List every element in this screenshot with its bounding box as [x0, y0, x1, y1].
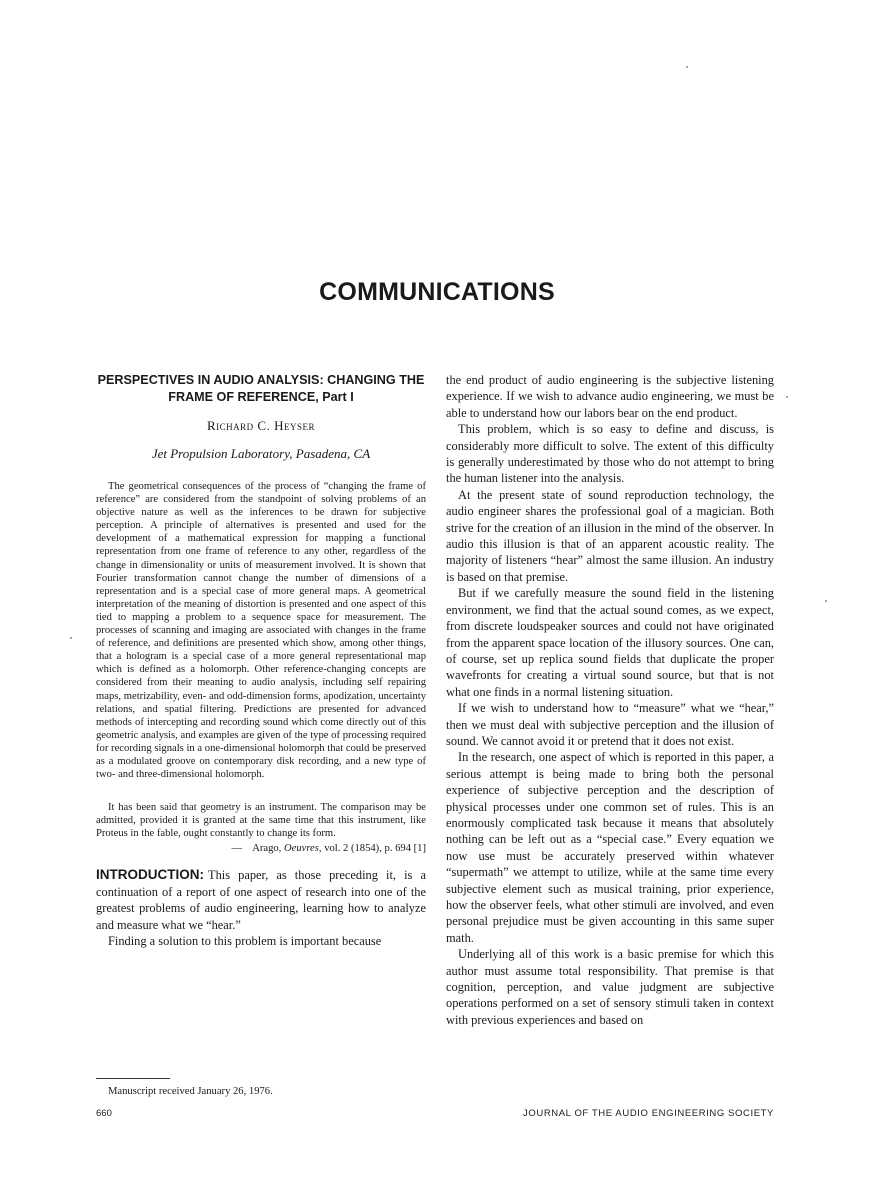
- body-paragraph: Underlying all of this work is a basic premise for which this author must assume total responsibility. That premise is that cognition, perception, and value judgment are subjective operations performed on a set of sensory stimuli taken in context with previous experiences and based on: [446, 947, 774, 1027]
- footnote-divider: [96, 1078, 170, 1079]
- journal-name: JOURNAL OF THE AUDIO ENGINEERING SOCIETY: [523, 1108, 774, 1119]
- article-abstract: The geometrical consequences of the process of “changing the frame of reference” are considered from the standpoint of solving problems of an objective nature as well as the inferences to be drawn for subjective perception. A principle of alternatives is presented and used for the development of a mathematical expression for mapping a functional representation from one frame of reference to any other, regardless of the change in dimensionality or units of measurement involved. It is shown that Fourier transformation cannot change the number of dimensions of a representation and is a special case of more general maps. A geometrical interpretation of the meaning of distortion is presented and one aspect of this tied to mapping a problem to a sequence space for measurement. The processes of scanning and imaging are associated with changes in the frame of reference, and definitions are presented which show, among other things, that a hologram is a special case of a more general representational map which is defined as a holomorph. Other reference-changing concepts are considered from their meaning to audio analysis, including self repairing maps, metrizability, even- and odd-dimension forms, apodization, uncertainty relations, and spatial filtering. Predictions are presented for advanced methods of intercepting and recording sound which come directly out of this geometric analysis, and examples are given of the type of processing required for recording signals in a one-dimensional holomorph that could be preserved as a modulated groove on contemporary disk recording, and a new type of two- and three-dimensional holomorph.: [96, 481, 426, 781]
- body-paragraph: the end product of audio engineering is the subjective listening experience. If we wish to advance audio engineering, we must be able to understand how our labors bear on the end product.: [446, 373, 774, 420]
- scan-speck: [825, 600, 827, 602]
- article-title: PERSPECTIVES IN AUDIO ANALYSIS: CHANGING THE FRAME OF REFERENCE, Part I: [97, 373, 425, 404]
- scan-speck: [786, 396, 788, 398]
- left-column: [96, 372, 426, 949]
- page-number: 660: [96, 1108, 112, 1119]
- body-paragraph: But if we carefully measure the sound field in the listening environment, we find that the actual sound comes, as we expect, from discrete loudspeaker sources and could not have originated from the apparent space location of the illusory sources. One can, of course, set up replica sound fields that duplicate the proper wavefronts for creating a virtual sound source, but that is not what one finds in a normal listening situation.: [446, 586, 774, 699]
- introduction-heading: INTRODUCTION:: [96, 867, 204, 883]
- introduction-text: This paper, as those preceding it, is a continuation of a report of one aspect of research into one of the greatest problems of audio engineering, learning how to analyze and measure what we “hear.”: [96, 868, 426, 932]
- epigraph-dash: —: [231, 843, 243, 855]
- epigraph-work: Oeuvres,: [283, 843, 322, 855]
- body-paragraph: At the present state of sound reproduction technology, the audio engineer shares the professional goal of a magician. Both strive for the creation of an illusion in the mind of the observer. In audio this illusion is that of an apparent acoustic reality. The majority of listeners “hear” almost the same illusion. An industry is based on that premise.: [446, 487, 774, 584]
- right-column: [446, 372, 774, 1028]
- scan-speck: [70, 637, 72, 639]
- article-author: Richard C. Heyser: [207, 418, 315, 433]
- epigraph-author: Arago,: [252, 843, 282, 855]
- body-paragraph: This problem, which is so easy to define and discuss, is considerably more difficult to solve. The extent of this difficulty is generally underestimated by those who do not attempt to bring the human listener into the analysis.: [446, 422, 774, 486]
- body-paragraph: In the research, one aspect of which is reported in this paper, a serious attempt is being made to bring both the personal experience of subjective perception and the description of physical processes under one common set of rules. This is an enormously complicated task because it means that absolutely nothing can be left out as a “special case.” Every equation we now use must be accurately preserved within whatever “supermath” we attempt to utilize, while at the same time every subjective element such as musical training, prior experience, how the observer feels, what other stimuli are involved, and even personal prejudice must be given accounting in this same super math.: [446, 750, 774, 945]
- epigraph-citation: vol. 2 (1854), p. 694 [1]: [324, 843, 426, 855]
- scan-speck: [686, 66, 688, 68]
- author-affiliation: Jet Propulsion Laboratory, Pasadena, CA: [151, 446, 371, 461]
- epigraph-source: [96, 842, 426, 855]
- body-paragraph: If we wish to understand how to “measure” what we “hear,” then we must deal with subjective perception and the illusion of sound. We cannot avoid it or pretend that it does not exist.: [446, 701, 774, 748]
- manuscript-footnote: Manuscript received January 26, 1976.: [108, 1086, 273, 1097]
- introduction-paragraph: [96, 867, 426, 933]
- section-heading: COMMUNICATIONS: [319, 278, 555, 306]
- body-paragraph: Finding a solution to this problem is important because: [108, 934, 382, 949]
- epigraph-quote: It has been said that geometry is an instrument. The comparison may be admitted, provided it is granted at the same time that this instrument, like Proteus in the fable, ought constantly to change its form.: [96, 802, 426, 840]
